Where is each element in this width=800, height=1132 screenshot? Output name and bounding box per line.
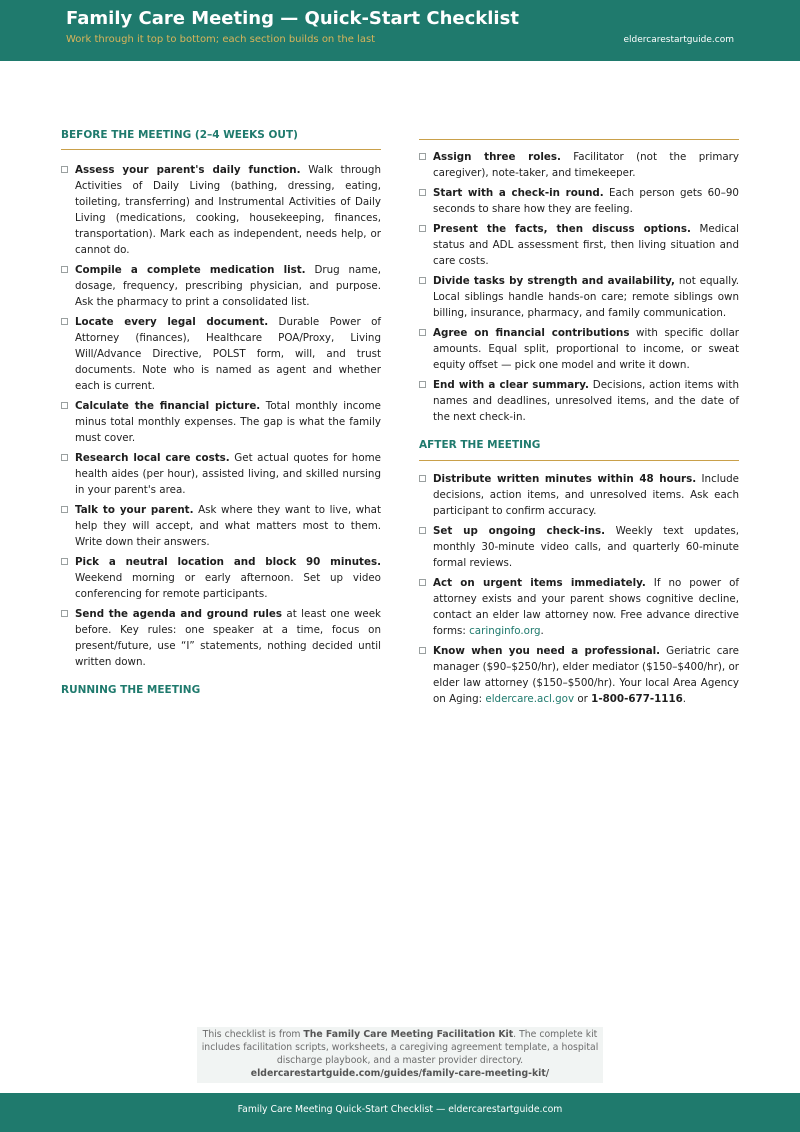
item-text: Total monthly income minus total monthly expenses. The gap is what the family must cover. <box>75 400 381 444</box>
item-text: Geriatric care manager ($90–$250/hr), elder mediator ($150–$400/hr), or elder law attorney ($150–$500/hr). Your local Area Agency on Aging: <box>433 645 740 705</box>
item-title: Act on urgent items immediately. <box>433 577 646 589</box>
item-title: Assign three roles. <box>433 151 561 163</box>
item-title: Set up ongoing check-ins. <box>433 525 606 537</box>
item-title: End with a clear summary. <box>433 379 589 391</box>
checklist-before <box>61 162 381 670</box>
checkbox[interactable] <box>419 153 426 160</box>
item-text-tail: . <box>682 693 687 705</box>
checklist-item <box>61 262 381 310</box>
section-divider <box>419 139 739 140</box>
item-title: Research local care costs. <box>75 452 230 464</box>
checklist-item <box>419 325 739 373</box>
item-title: Agree on financial contributions <box>433 327 630 339</box>
item-title: Compile a complete medication list. <box>75 264 306 276</box>
section-heading-running: RUNNING THE MEETING <box>61 684 201 696</box>
checklist-item <box>61 606 381 670</box>
item-text-mid: or <box>574 693 592 705</box>
checkbox[interactable] <box>61 454 68 461</box>
item-title: Divide tasks by strength and availability, <box>433 275 675 287</box>
page-header <box>0 0 800 61</box>
item-text: Weekly text updates, monthly 30-minute video calls, and quarterly 60-minute formal reviews. <box>433 525 739 569</box>
left-column <box>61 129 381 696</box>
promo-post: . The complete kit includes facilitation scripts, worksheets, a caregiving agreement template, a hospital discharge playbook, and a master provider directory. <box>201 1029 599 1066</box>
checkbox[interactable] <box>61 506 68 513</box>
item-title: Present the facts, then discuss options. <box>433 223 691 235</box>
item-text: Drug name, dosage, frequency, prescribing physician, and purpose. Ask the pharmacy to print a consolidated list. <box>75 264 381 308</box>
checkbox[interactable] <box>419 527 426 534</box>
header-site-url: eldercarestartguide.com <box>623 35 734 45</box>
checklist-item <box>61 450 381 498</box>
checkbox[interactable] <box>61 610 68 617</box>
promo-url-link[interactable]: eldercarestartguide.com/guides/family-care-meeting-kit/ <box>250 1068 550 1079</box>
section-heading-before: BEFORE THE MEETING (2–4 WEEKS OUT) <box>61 129 298 141</box>
checklist-item <box>419 575 739 639</box>
checklist-item <box>419 377 739 425</box>
checkbox[interactable] <box>419 647 426 654</box>
item-title: Pick a neutral location and block 90 minutes. <box>75 556 381 568</box>
checkbox[interactable] <box>61 318 68 325</box>
promo-kit-name: The Family Care Meeting Facilitation Kit <box>303 1029 514 1040</box>
checklist-running <box>419 149 739 425</box>
item-title: Know when you need a professional. <box>433 645 661 657</box>
checkbox[interactable] <box>61 558 68 565</box>
checklist-item <box>419 471 739 519</box>
checklist-item <box>419 643 739 707</box>
item-title: Start with a check-in round. <box>433 187 604 199</box>
checkbox[interactable] <box>419 225 426 232</box>
page-footer: Family Care Meeting Quick-Start Checklist — eldercarestartguide.com <box>0 1093 800 1132</box>
item-text: Decisions, action items with names and deadlines, unresolved items, and the date of the next check-in. <box>433 379 739 423</box>
checklist-item <box>419 221 739 269</box>
item-title: Calculate the financial picture. <box>75 400 261 412</box>
item-text: Weekend morning or early afternoon. Set up video conferencing for remote participants. <box>75 572 381 600</box>
checkbox[interactable] <box>61 166 68 173</box>
section-divider <box>419 460 739 461</box>
item-title: Locate every legal document. <box>75 316 269 328</box>
item-title: Distribute written minutes within 48 hours. <box>433 473 697 485</box>
checklist-item <box>419 149 739 181</box>
item-text: Ask where they want to live, what help they will accept, and what matters most to them. Write down their answers. <box>75 504 381 548</box>
promo-box <box>197 1027 603 1083</box>
checklist-item <box>61 502 381 550</box>
page-title: Family Care Meeting — Quick-Start Checklist <box>66 8 519 29</box>
item-text: Walk through Activities of Daily Living (bathing, dressing, eating, toileting, transferring) and Instrumental Activities of Daily Living (medications, cooking, housekeeping, finances, transportation). Mark each as independent, needs help, or cannot do. <box>75 164 381 256</box>
item-title: Assess your parent's daily function. <box>75 164 301 176</box>
item-text: not equally. Local siblings handle hands-on care; remote siblings own billing, insurance, pharmacy, and family communication. <box>433 275 739 319</box>
checklist-item <box>61 314 381 394</box>
section-divider <box>61 149 381 150</box>
item-text: Each person gets 60–90 seconds to share how they are feeling. <box>433 187 739 215</box>
checkbox[interactable] <box>419 475 426 482</box>
checklist-item <box>419 273 739 321</box>
checkbox[interactable] <box>419 277 426 284</box>
checklist-item <box>419 185 739 217</box>
item-title: Send the agenda and ground rules <box>75 608 283 620</box>
item-text-tail: . <box>540 625 544 637</box>
item-title: Talk to your parent. <box>75 504 194 516</box>
item-text: Medical status and ADL assessment first, then living situation and care costs. <box>433 223 739 267</box>
item-phone: 1-800-677-1116 <box>591 693 683 705</box>
promo-pre: This checklist is from <box>202 1029 304 1040</box>
item-text: at least one week before. Key rules: one speaker at a time, focus on present/future, use “I” statements, nothing decided until written down. <box>75 608 382 668</box>
page-subtitle: Work through it top to bottom; each section builds on the last <box>66 34 376 45</box>
checklist-item <box>61 398 381 446</box>
item-text: Facilitator (not the primary caregiver), note-taker, and timekeeper. <box>433 151 739 179</box>
checklist-item <box>419 523 739 571</box>
checklist-item <box>61 554 381 602</box>
checkbox[interactable] <box>419 329 426 336</box>
item-text: Get actual quotes for home health aides (per hour), assisted living, and skilled nursing in your parent's area. <box>75 452 382 496</box>
item-link[interactable]: caringinfo.org <box>469 625 541 637</box>
checkbox[interactable] <box>61 402 68 409</box>
checkbox[interactable] <box>419 579 426 586</box>
item-text: with specific dollar amounts. Equal split, proportional to income, or sweat equity offset — pick one model and write it down. <box>433 327 740 371</box>
checkbox[interactable] <box>419 189 426 196</box>
section-heading-after: AFTER THE MEETING <box>419 439 541 451</box>
checklist-after <box>419 471 739 707</box>
checkbox[interactable] <box>419 381 426 388</box>
item-text: Durable Power of Attorney (finances), Healthcare POA/Proxy, Living Will/Advance Directive, POLST form, will, and trust documents. Note who is named as agent and whether each is current. <box>75 316 382 392</box>
checklist-item <box>61 162 381 258</box>
right-column <box>419 139 739 711</box>
item-link[interactable]: eldercare.acl.gov <box>485 693 575 705</box>
item-text: Include decisions, action items, and unresolved items. Ask each participant to confirm accuracy. <box>433 473 739 517</box>
checkbox[interactable] <box>61 266 68 273</box>
item-text: If no power of attorney exists and your parent shows cognitive decline, contact an elder law attorney now. Free advance directive forms: <box>433 577 739 637</box>
